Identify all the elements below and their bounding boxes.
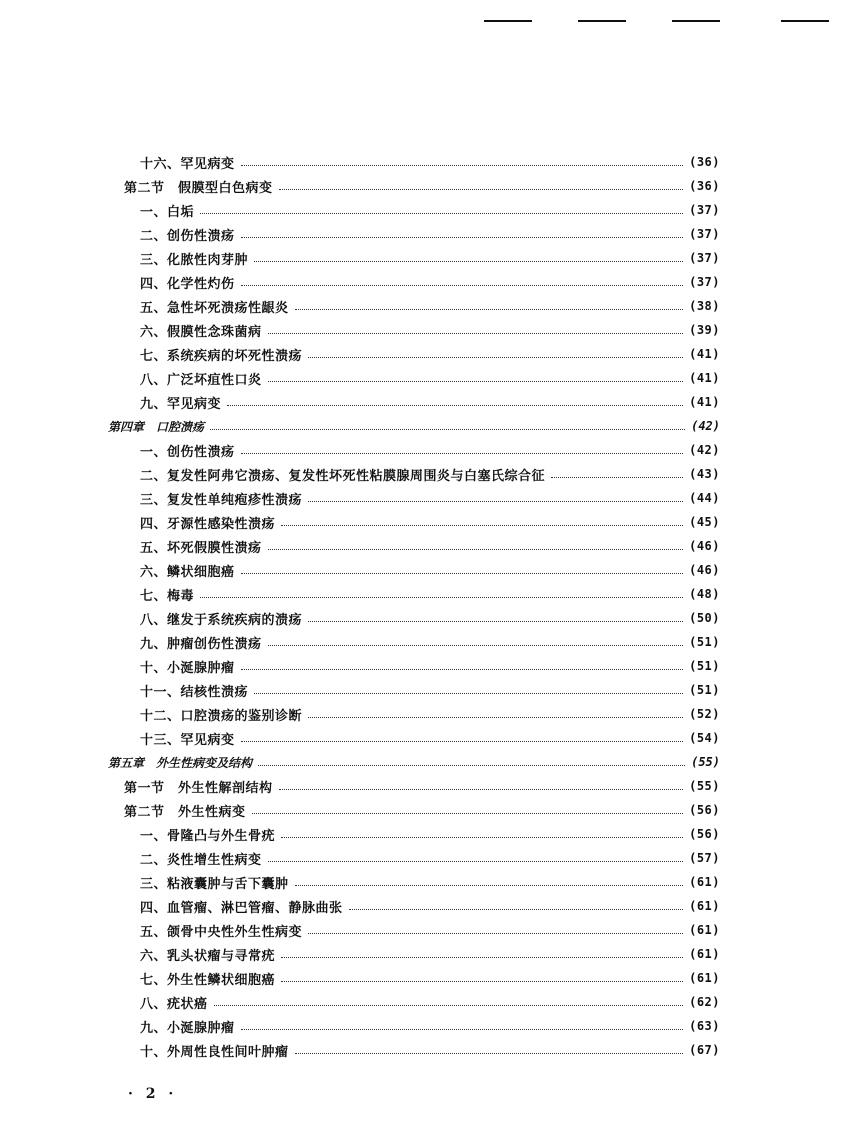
toc-entry — [108, 870, 720, 894]
toc-entry-page: (61) — [689, 971, 720, 985]
toc-entry-title: 八、疣状癌 — [140, 996, 208, 1012]
toc-entry-page: (45) — [689, 515, 720, 529]
toc-entry-title: 十、外周性良性间叶肿瘤 — [140, 1044, 289, 1060]
toc-entry — [108, 390, 720, 414]
toc-dot-leader — [241, 165, 684, 166]
toc-entry-title: 三、粘液囊肿与舌下囊肿 — [140, 876, 289, 892]
toc-dot-leader — [227, 405, 683, 406]
toc-dot-leader — [295, 1053, 684, 1054]
toc-entry-page: (46) — [689, 539, 720, 553]
toc-entry — [108, 846, 720, 870]
toc-entry — [108, 366, 720, 390]
top-rule-2 — [578, 20, 626, 22]
toc-dot-leader — [551, 477, 683, 478]
toc-entry-page: (37) — [689, 227, 720, 241]
toc-entry — [108, 654, 720, 678]
toc-dot-leader — [349, 909, 684, 910]
toc-entry — [108, 294, 720, 318]
toc-entry-title: 三、化脓性肉芽肿 — [140, 252, 249, 268]
toc-entry — [108, 558, 720, 582]
toc-dot-leader — [268, 645, 684, 646]
toc-entry — [108, 750, 720, 774]
toc-dot-leader — [308, 933, 683, 934]
toc-entry-title: 五、坏死假膜性溃疡 — [140, 540, 262, 556]
toc-entry-title: 二、复发性阿弗它溃疡、复发性坏死性粘膜腺周围炎与白塞氏综合征 — [140, 468, 546, 484]
toc-entry-title: 四、化学性灼伤 — [140, 276, 235, 292]
toc-dot-leader — [241, 1029, 684, 1030]
toc-dot-leader — [281, 525, 683, 526]
toc-entry — [108, 726, 720, 750]
toc-entry — [108, 222, 720, 246]
toc-dot-leader — [241, 573, 684, 574]
page-number: · 2 · — [128, 1086, 178, 1102]
toc-entry — [108, 270, 720, 294]
toc-entry-page: (55) — [691, 755, 720, 769]
toc-entry — [108, 342, 720, 366]
toc-entry-page: (50) — [689, 611, 720, 625]
toc-entry-title: 五、急性坏死溃疡性龈炎 — [140, 300, 289, 316]
toc-dot-leader — [279, 189, 684, 190]
toc-dot-leader — [252, 813, 684, 814]
toc-entry-page: (42) — [691, 419, 720, 433]
toc-dot-leader — [241, 741, 684, 742]
toc-entry — [108, 606, 720, 630]
toc-entry-page: (63) — [689, 1019, 720, 1033]
toc-dot-leader — [295, 309, 684, 310]
toc-entry-page: (51) — [689, 635, 720, 649]
toc-entry-page: (37) — [689, 275, 720, 289]
toc-entry — [108, 990, 720, 1014]
toc-entry-title: 一、创伤性溃疡 — [140, 444, 235, 460]
toc-entry-page: (41) — [689, 395, 720, 409]
toc-entry-page: (52) — [689, 707, 720, 721]
toc-entry-page: (37) — [689, 251, 720, 265]
toc-dot-leader — [214, 1005, 684, 1006]
toc-entry — [108, 774, 720, 798]
toc-entry-title: 七、梅毒 — [140, 588, 195, 604]
top-rule-1 — [484, 20, 532, 22]
toc-dot-leader — [308, 357, 683, 358]
toc-entry-title: 一、骨隆凸与外生骨疣 — [140, 828, 276, 844]
toc-entry-title: 八、继发于系统疾病的溃疡 — [140, 612, 303, 628]
toc-dot-leader — [241, 669, 684, 670]
toc-entry-page: (51) — [689, 659, 720, 673]
toc-entry-page: (61) — [689, 899, 720, 913]
toc-entry — [108, 174, 720, 198]
toc-entry — [108, 894, 720, 918]
toc-entry-page: (56) — [689, 803, 720, 817]
toc-entry-page: (48) — [689, 587, 720, 601]
toc-entry-title: 第二节 假膜型白色病变 — [124, 180, 273, 196]
toc-dot-leader — [210, 429, 685, 430]
toc-dot-leader — [281, 957, 683, 958]
toc-entry-title: 三、复发性单纯疱疹性溃疡 — [140, 492, 303, 508]
toc-entry — [108, 1038, 720, 1062]
toc-entry-page: (36) — [689, 155, 720, 169]
toc-dot-leader — [241, 285, 684, 286]
toc-entry-title: 十一、结核性溃疡 — [140, 684, 249, 700]
toc-entry — [108, 510, 720, 534]
toc-dot-leader — [295, 885, 684, 886]
toc-entry — [108, 318, 720, 342]
toc-entry — [108, 462, 720, 486]
toc-dot-leader — [308, 501, 683, 502]
toc-entry-title: 四、血管瘤、淋巴管瘤、静脉曲张 — [140, 900, 343, 916]
toc-entry-page: (41) — [689, 371, 720, 385]
toc-entry-title: 七、系统疾病的坏死性溃疡 — [140, 348, 303, 364]
toc-entry-page: (46) — [689, 563, 720, 577]
toc-entry-page: (54) — [689, 731, 720, 745]
toc-dot-leader — [268, 333, 684, 334]
toc-entry — [108, 966, 720, 990]
toc-entry-page: (42) — [689, 443, 720, 457]
toc-entry-page: (38) — [689, 299, 720, 313]
toc-dot-leader — [308, 621, 683, 622]
table-of-contents — [108, 150, 720, 1062]
toc-entry-title: 十二、口腔溃疡的鉴别诊断 — [140, 708, 303, 724]
toc-dot-leader — [258, 765, 685, 766]
toc-entry — [108, 678, 720, 702]
toc-dot-leader — [281, 981, 683, 982]
toc-entry-title: 二、炎性增生性病变 — [140, 852, 262, 868]
toc-entry-page: (61) — [689, 875, 720, 889]
toc-entry-title: 六、假膜性念珠菌病 — [140, 324, 262, 340]
toc-entry-page: (36) — [689, 179, 720, 193]
toc-entry-title: 八、广泛坏疽性口炎 — [140, 372, 262, 388]
toc-entry-title: 十三、罕见病变 — [140, 732, 235, 748]
toc-entry-page: (43) — [689, 467, 720, 481]
toc-entry-title: 二、创伤性溃疡 — [140, 228, 235, 244]
toc-entry-page: (55) — [689, 779, 720, 793]
toc-entry — [108, 438, 720, 462]
toc-dot-leader — [200, 597, 683, 598]
toc-entry-page: (61) — [689, 923, 720, 937]
toc-entry — [108, 534, 720, 558]
toc-entry — [108, 702, 720, 726]
toc-entry-title: 一、白垢 — [140, 204, 195, 220]
toc-entry — [108, 486, 720, 510]
toc-entry-page: (51) — [689, 683, 720, 697]
toc-dot-leader — [268, 549, 684, 550]
toc-entry — [108, 630, 720, 654]
toc-entry-title: 十、小涎腺肿瘤 — [140, 660, 235, 676]
toc-entry — [108, 582, 720, 606]
toc-entry-title: 九、小涎腺肿瘤 — [140, 1020, 235, 1036]
toc-entry-title: 第四章 口腔溃疡 — [108, 419, 205, 434]
toc-entry-page: (41) — [689, 347, 720, 361]
toc-dot-leader — [241, 453, 684, 454]
toc-entry — [108, 198, 720, 222]
toc-entry-title: 七、外生性鳞状细胞癌 — [140, 972, 276, 988]
toc-entry — [108, 414, 720, 438]
top-rule-4 — [781, 20, 829, 22]
toc-dot-leader — [308, 717, 683, 718]
toc-entry-title: 九、肿瘤创伤性溃疡 — [140, 636, 262, 652]
toc-entry — [108, 246, 720, 270]
toc-entry-page: (61) — [689, 947, 720, 961]
toc-entry-title: 四、牙源性感染性溃疡 — [140, 516, 276, 532]
toc-entry — [108, 822, 720, 846]
toc-entry — [108, 942, 720, 966]
toc-dot-leader — [254, 261, 683, 262]
toc-entry-title: 第一节 外生性解剖结构 — [124, 780, 273, 796]
toc-entry — [108, 798, 720, 822]
toc-dot-leader — [200, 213, 683, 214]
toc-entry-title: 六、乳头状瘤与寻常疣 — [140, 948, 276, 964]
toc-dot-leader — [279, 789, 684, 790]
toc-dot-leader — [254, 693, 683, 694]
toc-dot-leader — [268, 861, 684, 862]
toc-entry-title: 第二节 外生性病变 — [124, 804, 246, 820]
toc-entry — [108, 150, 720, 174]
toc-dot-leader — [241, 237, 684, 238]
toc-entry-title: 九、罕见病变 — [140, 396, 222, 412]
toc-entry-title: 第五章 外生性病变及结构 — [108, 755, 253, 770]
toc-entry-title: 六、鳞状细胞癌 — [140, 564, 235, 580]
toc-entry-page: (56) — [689, 827, 720, 841]
toc-entry-page: (39) — [689, 323, 720, 337]
toc-entry-page: (37) — [689, 203, 720, 217]
toc-dot-leader — [268, 381, 684, 382]
toc-entry — [108, 1014, 720, 1038]
toc-dot-leader — [281, 837, 683, 838]
toc-entry-page: (57) — [689, 851, 720, 865]
top-rule-3 — [672, 20, 720, 22]
toc-entry-page: (67) — [689, 1043, 720, 1057]
toc-entry-title: 五、颌骨中央性外生性病变 — [140, 924, 303, 940]
toc-entry-title: 十六、罕见病变 — [140, 156, 235, 172]
toc-entry-page: (44) — [689, 491, 720, 505]
toc-entry-page: (62) — [689, 995, 720, 1009]
toc-entry — [108, 918, 720, 942]
